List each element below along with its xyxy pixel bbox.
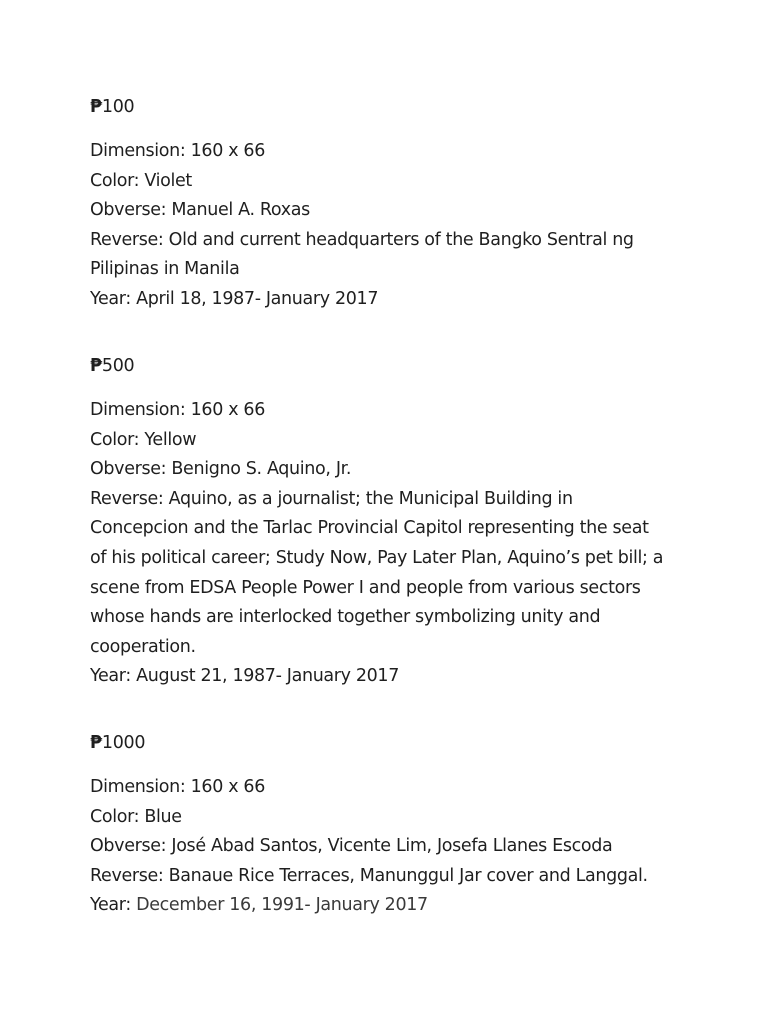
peso-sign: ₱ [90,733,102,753]
note-section-100 [90,96,690,315]
denomination-amount: 500 [101,356,135,376]
denomination-amount: 1000 [101,733,146,753]
reverse-line-cont: of his political career; Study Now, Pay Later Plan, Aquino’s pet bill; a [90,547,664,568]
year-line: Year: August 21, 1987- January 2017 [90,666,400,687]
obverse-line: Obverse: José Abad Santos, Vicente Lim, Josefa Llanes Escoda [90,836,613,857]
color-line: Color: Violet [90,170,192,191]
denomination-heading [90,355,690,377]
reverse-line: Reverse: Old and current headquarters of the Bangko Sentral ng [90,229,634,250]
reverse-line-cont: Pilipinas in Manila [90,259,240,280]
dimension-line: Dimension: 160 x 66 [90,141,265,161]
year-line [90,891,690,921]
denomination-heading [90,732,690,754]
reverse-line-cont: scene from EDSA People Power I and people from various sectors [90,577,641,598]
obverse-line: Obverse: Benigno S. Aquino, Jr. [90,459,352,480]
reverse-line-cont: cooperation. [90,636,196,657]
reverse-line: Reverse: Banaue Rice Terraces, Manunggul Jar cover and Langgal. [90,865,648,886]
peso-sign: ₱ [90,356,102,376]
year-value: December 16, 1991- January 2017 [136,895,428,916]
obverse-line: Obverse: Manuel A. Roxas [90,200,310,221]
color-line: Color: Yellow [90,429,197,450]
note-section-1000 [90,732,690,921]
note-section-500 [90,355,690,692]
denomination-heading [90,96,690,118]
year-label: Year: [90,895,137,916]
year-line: Year: April 18, 1987- January 2017 [90,288,379,309]
reverse-line-cont: whose hands are interlocked together symbolizing unity and [90,607,601,628]
reverse-line-cont: Concepcion and the Tarlac Provincial Capitol representing the seat [90,518,649,539]
denomination-amount: 100 [101,97,135,117]
peso-sign: ₱ [90,97,102,117]
dimension-line: Dimension: 160 x 66 [90,400,265,420]
color-line: Color: Blue [90,806,182,827]
reverse-line: Reverse: Aquino, as a journalist; the Municipal Building in [90,488,573,509]
dimension-line: Dimension: 160 x 66 [90,777,265,797]
